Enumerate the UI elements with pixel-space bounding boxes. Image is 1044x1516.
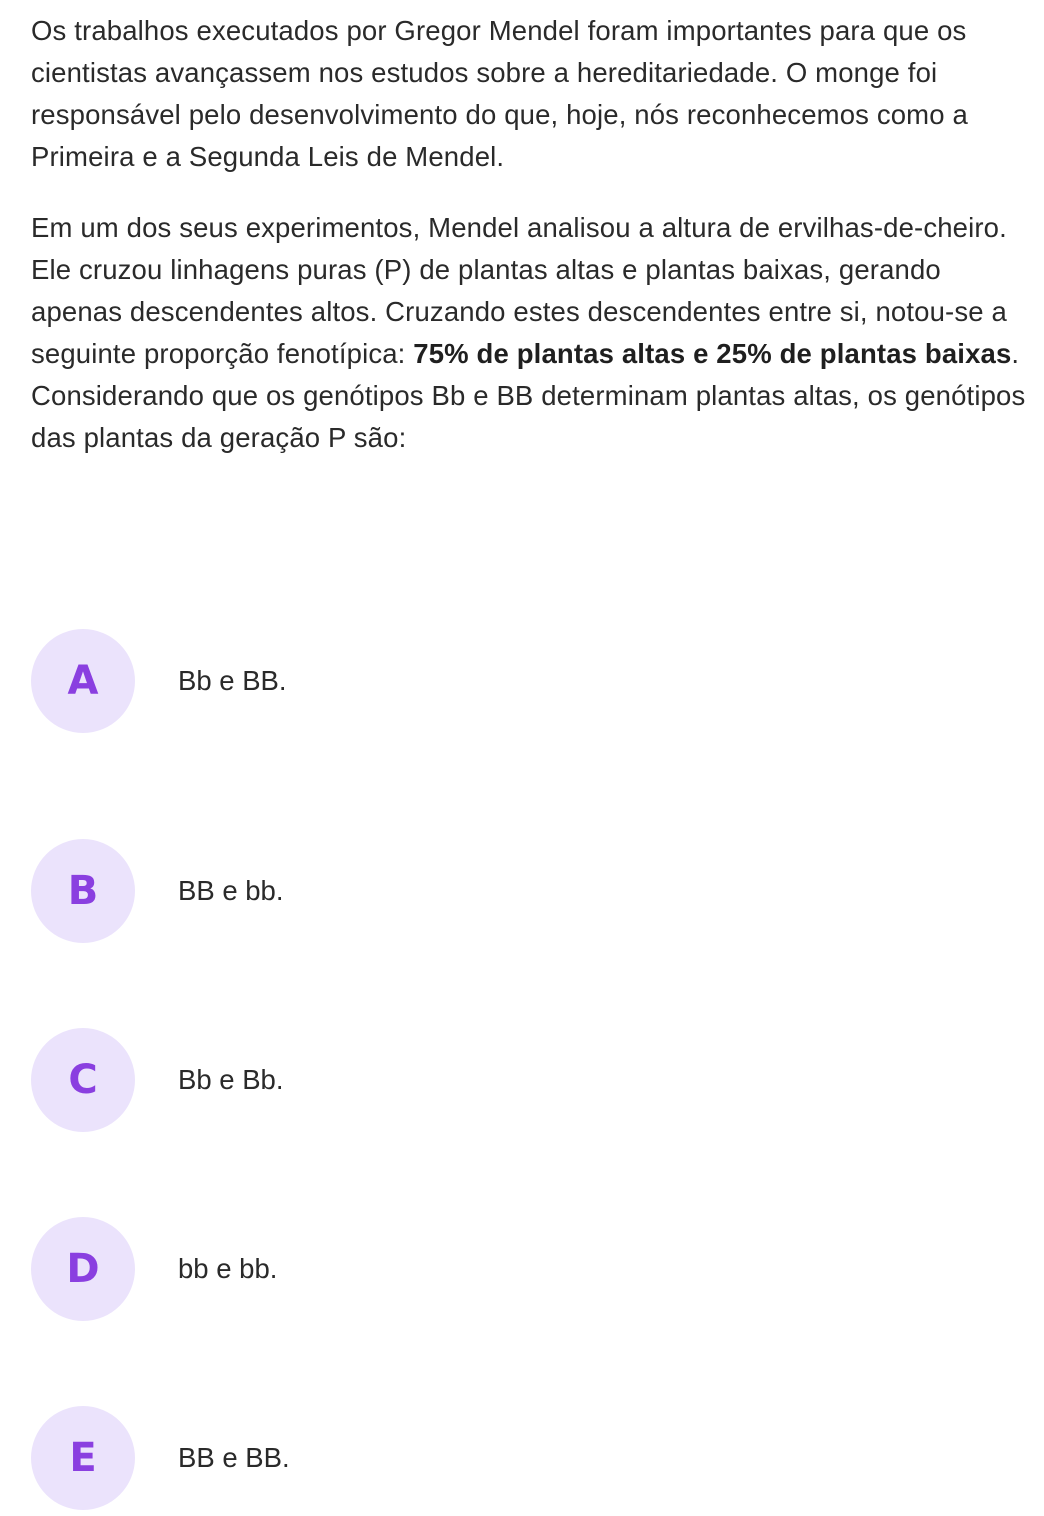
option-d-text: bb e bb. [178,1253,278,1284]
option-d-letter: D [66,1246,100,1292]
option-a-letter: A [67,658,99,704]
option-a-text: Bb e BB. [178,665,287,696]
option-d[interactable] [31,1217,277,1321]
experiment-text-end: . [1011,338,1020,369]
option-e-letter: E [69,1435,97,1481]
question-paragraph-experiment [31,207,1031,375]
question-paragraph-intro: Os trabalhos executados por Gregor Mendel foram importantes para que os cientistas avançassem nos estudos sobre a hereditariedade. O monge foi responsável pelo desenvolvimento do que, hoje, nós reconhecemos como a Primeira e a Segunda Leis de Mendel. [31,15,968,172]
option-c-badge [31,1028,135,1132]
option-c-text: Bb e Bb. [178,1064,284,1095]
option-d-badge [31,1217,135,1321]
option-e[interactable] [31,1406,290,1510]
option-e-badge [31,1406,135,1510]
option-b[interactable] [31,839,284,943]
option-e-text: BB e BB. [178,1442,290,1473]
option-a[interactable] [31,629,287,733]
option-b-letter: B [67,868,99,914]
option-b-text: BB e bb. [178,875,284,906]
question-text [31,10,1031,459]
question-prompt: Considerando que os genótipos Bb e BB determinam plantas altas, os genótipos das plantas da geração P são: [31,380,1026,453]
option-a-badge [31,629,135,733]
option-c-letter: C [68,1057,98,1103]
phenotypic-ratio: 75% de plantas altas e 25% de plantas baixas [413,338,1012,369]
option-b-badge [31,839,135,943]
experiment-text: Em um dos seus experimentos, Mendel analisou a altura de ervilhas-de-cheiro. Ele cruzou linhagens puras (P) de plantas altas e plantas baixas, gerando apenas descendentes altos. Cruzando estes descendentes entre si, notou-se a seguinte proporção fenotípica: [31,212,1007,369]
option-c[interactable] [31,1028,284,1132]
